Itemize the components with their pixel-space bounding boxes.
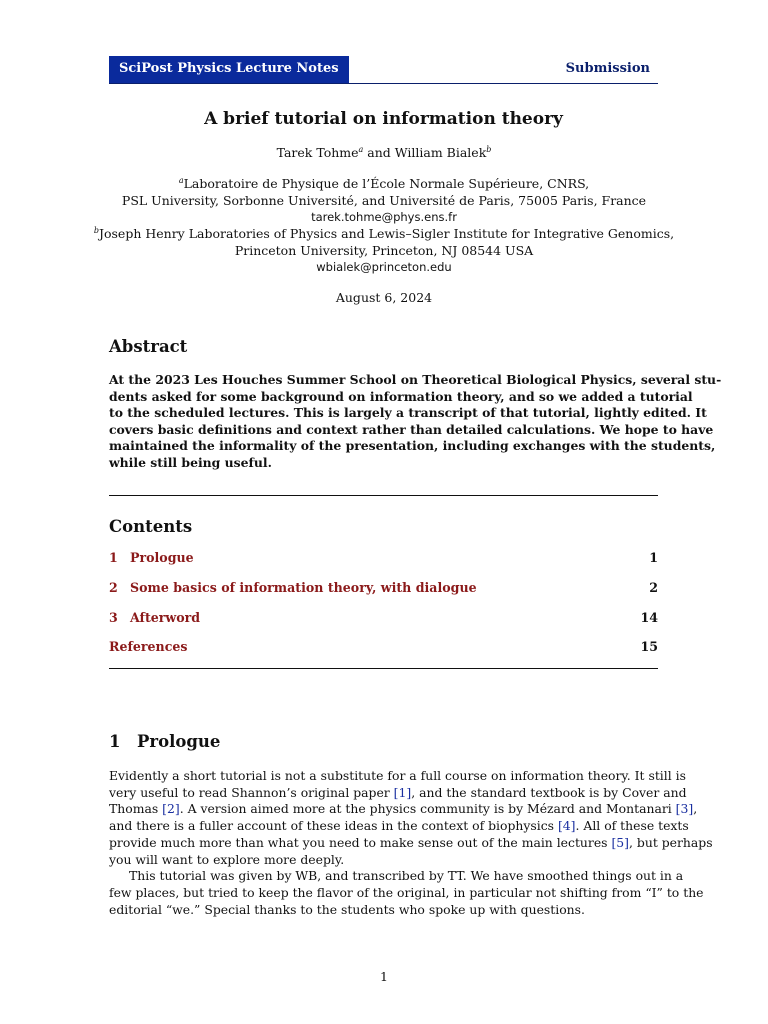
toc-label: References [109, 639, 188, 654]
divider-bottom [109, 668, 658, 669]
abstract-line: while still being useful. [109, 454, 272, 470]
toc-label: Some basics of information theory, with dialogue [130, 580, 477, 595]
toc-number: 1 [109, 550, 118, 565]
body-text: , but perhaps [629, 834, 713, 850]
body-line [109, 818, 689, 835]
body-text: Evidently a short tutorial is not a substitute for a full course on information theory. It still is [109, 768, 686, 783]
body-text: , [693, 801, 698, 817]
abstract-body [109, 372, 722, 472]
affiliation-a-mark: a [178, 176, 184, 185]
citation-link[interactable]: [5] [611, 834, 630, 850]
toc-number: 2 [109, 580, 118, 595]
body-text: provide much more than what you need to make sense out of the main lectures [109, 834, 612, 850]
email-b: wbialek@princeton.edu [316, 260, 452, 274]
journal-header [109, 56, 658, 84]
body-line [109, 852, 658, 869]
divider-top [109, 495, 658, 496]
body-line: few places, but tried to keep the flavor of the original, in particular not shifting from “I” to the [109, 884, 704, 900]
body-text: very useful to read Shannon’s original paper [109, 784, 394, 800]
body-line [109, 801, 698, 818]
body-line [109, 834, 713, 852]
section-heading [109, 732, 220, 751]
author-2: William Bialek [394, 145, 487, 161]
author-1-mark: a [358, 145, 364, 154]
toc-label: Prologue [130, 550, 194, 565]
journal-name: SciPost Physics Lecture Notes [109, 56, 349, 83]
body-text: and there is a fuller account of these ideas in the context of biophysics [109, 818, 558, 834]
toc-page: 14 [640, 610, 658, 625]
body-line [109, 784, 687, 802]
email-a: tarek.tohme@phys.ens.fr [311, 210, 457, 224]
toc-page: 2 [649, 580, 658, 595]
body-text: . All of these texts [575, 818, 689, 834]
affiliation-a-line2: PSL University, Sorbonne Université, and Université de Paris, 75005 Paris, France [121, 193, 647, 208]
author-2-mark: b [486, 145, 492, 154]
affiliation-b-line1 [60, 226, 708, 241]
toc-page: 15 [640, 639, 658, 654]
citation-link[interactable]: [4] [557, 818, 576, 834]
author-and: and [363, 145, 395, 161]
section-number: 1 [109, 732, 121, 751]
citation-link[interactable]: [1] [393, 784, 412, 800]
section-title: Prologue [137, 732, 221, 751]
author-1: Tarek Tohme [276, 145, 359, 161]
affiliation-b-mark: b [93, 226, 99, 235]
body-line [109, 768, 686, 785]
body-text: you will want to explore more deeply. [109, 851, 345, 867]
abstract-line: to the scheduled lectures. This is largely a transcript of that tutorial, lightly edited. It [109, 405, 707, 421]
toc-entry-prologue[interactable] [109, 550, 658, 565]
affiliation-a-text1: Laboratoire de Physique de l’École Normale Supérieure, CNRS, [183, 176, 590, 192]
body-line: This tutorial was given by WB, and transcribed by TT. We have smoothed things out in a [129, 868, 684, 884]
body-text: , and the standard textbook is by Cover and [411, 784, 687, 800]
section-body [109, 768, 713, 918]
author-line [60, 145, 708, 160]
submission-label: Submission [565, 61, 650, 76]
abstract-heading: Abstract [109, 337, 188, 356]
toc-entry-basics[interactable] [109, 580, 658, 595]
abstract-line: covers basic definitions and context rather than detailed calculations. We hope to have [109, 421, 714, 437]
toc-number: 3 [109, 610, 118, 625]
citation-link[interactable]: [3] [675, 801, 694, 817]
affiliation-b-line2: Princeton University, Princeton, NJ 08544 USA [234, 243, 534, 258]
body-text: Thomas [109, 801, 163, 817]
citation-link[interactable]: [2] [162, 801, 180, 817]
affiliation-a-line1 [60, 176, 708, 191]
abstract-line: At the 2023 Les Houches Summer School on Theoretical Biological Physics, several stu- [109, 372, 722, 387]
abstract-line: dents asked for some background on information theory, and so we added a tutorial [109, 388, 693, 404]
abstract-line: maintained the informality of the presentation, including exchanges with the students, [109, 438, 716, 454]
toc-entry-afterword[interactable] [109, 610, 658, 625]
toc-page: 1 [649, 550, 658, 565]
body-text: . A version aimed more at the physics community is by Mézard and Montanari [179, 801, 676, 817]
affiliation-b-text1: Joseph Henry Laboratories of Physics and Lewis–Sigler Institute for Integrative Genomics, [98, 226, 675, 242]
toc-label: Afterword [130, 610, 201, 625]
body-line: editorial “we.” Special thanks to the students who spoke up with questions. [109, 901, 585, 917]
page-number: 1 [380, 969, 388, 984]
paper-date: August 6, 2024 [335, 290, 433, 305]
contents-heading: Contents [109, 517, 193, 536]
paper-title: A brief tutorial on information theory [204, 109, 563, 129]
toc-entry-references[interactable] [109, 639, 658, 654]
